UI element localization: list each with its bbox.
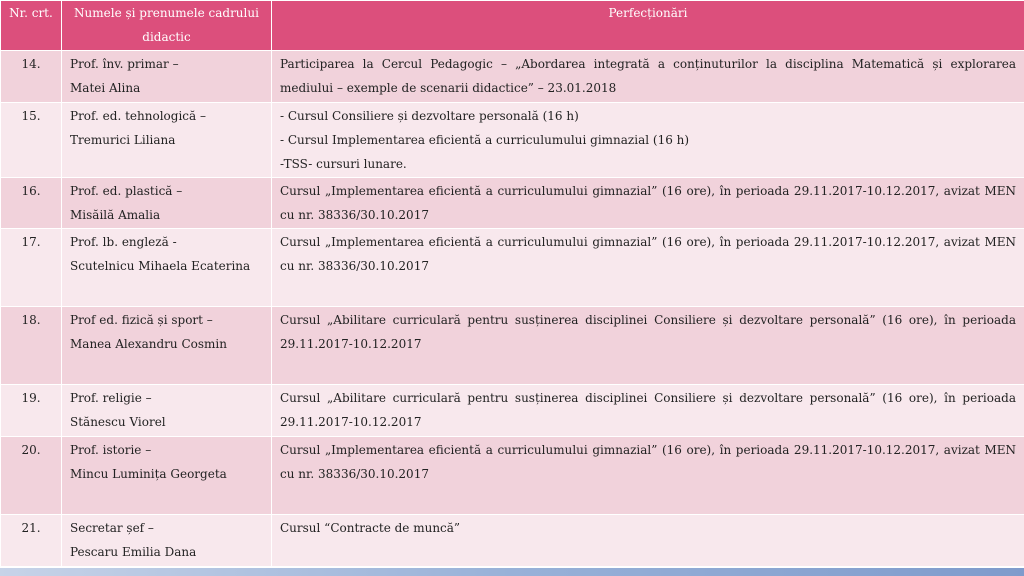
teacher-role: Prof. istorie –	[70, 443, 152, 457]
row-number: 17.	[1, 229, 62, 307]
teacher-cell	[62, 178, 272, 229]
training-cell	[272, 515, 1024, 567]
teacher-role: Prof ed. fizică și sport –	[70, 313, 213, 327]
header-nr: Nr. crt.	[1, 1, 62, 51]
training-cell	[272, 51, 1024, 103]
teacher-name: Stănescu Viorel	[70, 415, 166, 429]
teacher-role: Prof. ed. tehnologică –	[70, 109, 206, 123]
training-text: -TSS- cursuri lunare.	[280, 157, 407, 171]
teacher-role: Prof. ed. plastică –	[70, 184, 183, 198]
teacher-name: Pescaru Emilia Dana	[70, 545, 197, 559]
teacher-name: Manea Alexandru Cosmin	[70, 337, 227, 351]
table-row	[1, 51, 1024, 103]
teacher-name: Tremurici Liliana	[70, 133, 176, 147]
table-row	[1, 515, 1024, 567]
training-cell	[272, 178, 1024, 229]
teacher-cell	[62, 515, 272, 567]
teacher-cell	[62, 307, 272, 385]
training-text: Cursul „Abilitare curriculară pentru susținerea disciplinei Consiliere și dezvoltare personală” (16 ore), în perioada 29.11.2017-10.12.2017	[280, 313, 1016, 351]
table-row	[1, 178, 1024, 229]
training-text: Participarea la Cercul Pedagogic – „Abordarea integrată a conținuturilor la disciplina Matematică și explorarea mediului – exemple de scenarii didactice” – 23.01.2018	[280, 57, 1016, 95]
teacher-role: Secretar șef –	[70, 521, 154, 535]
teacher-name: Misăilă Amalia	[70, 208, 161, 222]
training-text: Cursul „Abilitare curriculară pentru susținerea disciplinei Consiliere și dezvoltare personală” (16 ore), în perioada 29.11.2017-10.12.2017	[280, 391, 1016, 429]
training-text: - Cursul Implementarea eficientă a curriculumului gimnazial (16 h)	[280, 133, 690, 147]
row-number: 18.	[1, 307, 62, 385]
training-cell	[272, 437, 1024, 515]
training-text: Cursul „Implementarea eficientă a curriculumului gimnazial” (16 ore), în perioada 29.11.2017-10.12.2017, avizat MEN cu nr. 38336/30.10.2017	[280, 235, 1016, 273]
training-text: Cursul „Implementarea eficientă a curriculumului gimnazial” (16 ore), în perioada 29.11.2017-10.12.2017, avizat MEN cu nr. 38336/30.10.2017	[280, 184, 1016, 222]
teacher-name: Matei Alina	[70, 81, 141, 95]
table-row	[1, 437, 1024, 515]
teacher-cell	[62, 51, 272, 103]
training-text: Cursul „Implementarea eficientă a curriculumului gimnazial” (16 ore), în perioada 29.11.2017-10.12.2017, avizat MEN cu nr. 38336/30.10.2017	[280, 443, 1016, 481]
row-number: 16.	[1, 178, 62, 229]
header-row	[1, 1, 1024, 51]
bottom-decorative-band	[0, 568, 1024, 576]
training-cell	[272, 307, 1024, 385]
row-number: 21.	[1, 515, 62, 567]
teacher-name: Mincu Luminița Georgeta	[70, 467, 227, 481]
table-row	[1, 385, 1024, 437]
teacher-role: Prof. lb. engleză -	[70, 235, 177, 249]
teacher-cell	[62, 437, 272, 515]
training-text: Cursul “Contracte de muncă”	[280, 521, 461, 535]
row-number: 14.	[1, 51, 62, 103]
training-cell	[272, 385, 1024, 437]
teacher-role: Prof. religie –	[70, 391, 152, 405]
training-text: - Cursul Consiliere și dezvoltare personală (16 h)	[280, 109, 579, 123]
table-row	[1, 229, 1024, 307]
training-cell	[272, 229, 1024, 307]
teacher-name: Scutelnicu Mihaela Ecaterina	[70, 259, 251, 273]
row-number: 15.	[1, 103, 62, 178]
teacher-role: Prof. înv. primar –	[70, 57, 179, 71]
teacher-cell	[62, 385, 272, 437]
header-name: Numele și prenumele cadrului didactic	[62, 1, 272, 51]
teacher-cell	[62, 229, 272, 307]
table-row	[1, 103, 1024, 178]
header-perf: Perfecționări	[272, 1, 1024, 51]
table-row	[1, 307, 1024, 385]
training-cell	[272, 103, 1024, 178]
row-number: 20.	[1, 437, 62, 515]
row-number: 19.	[1, 385, 62, 437]
teacher-cell	[62, 103, 272, 178]
